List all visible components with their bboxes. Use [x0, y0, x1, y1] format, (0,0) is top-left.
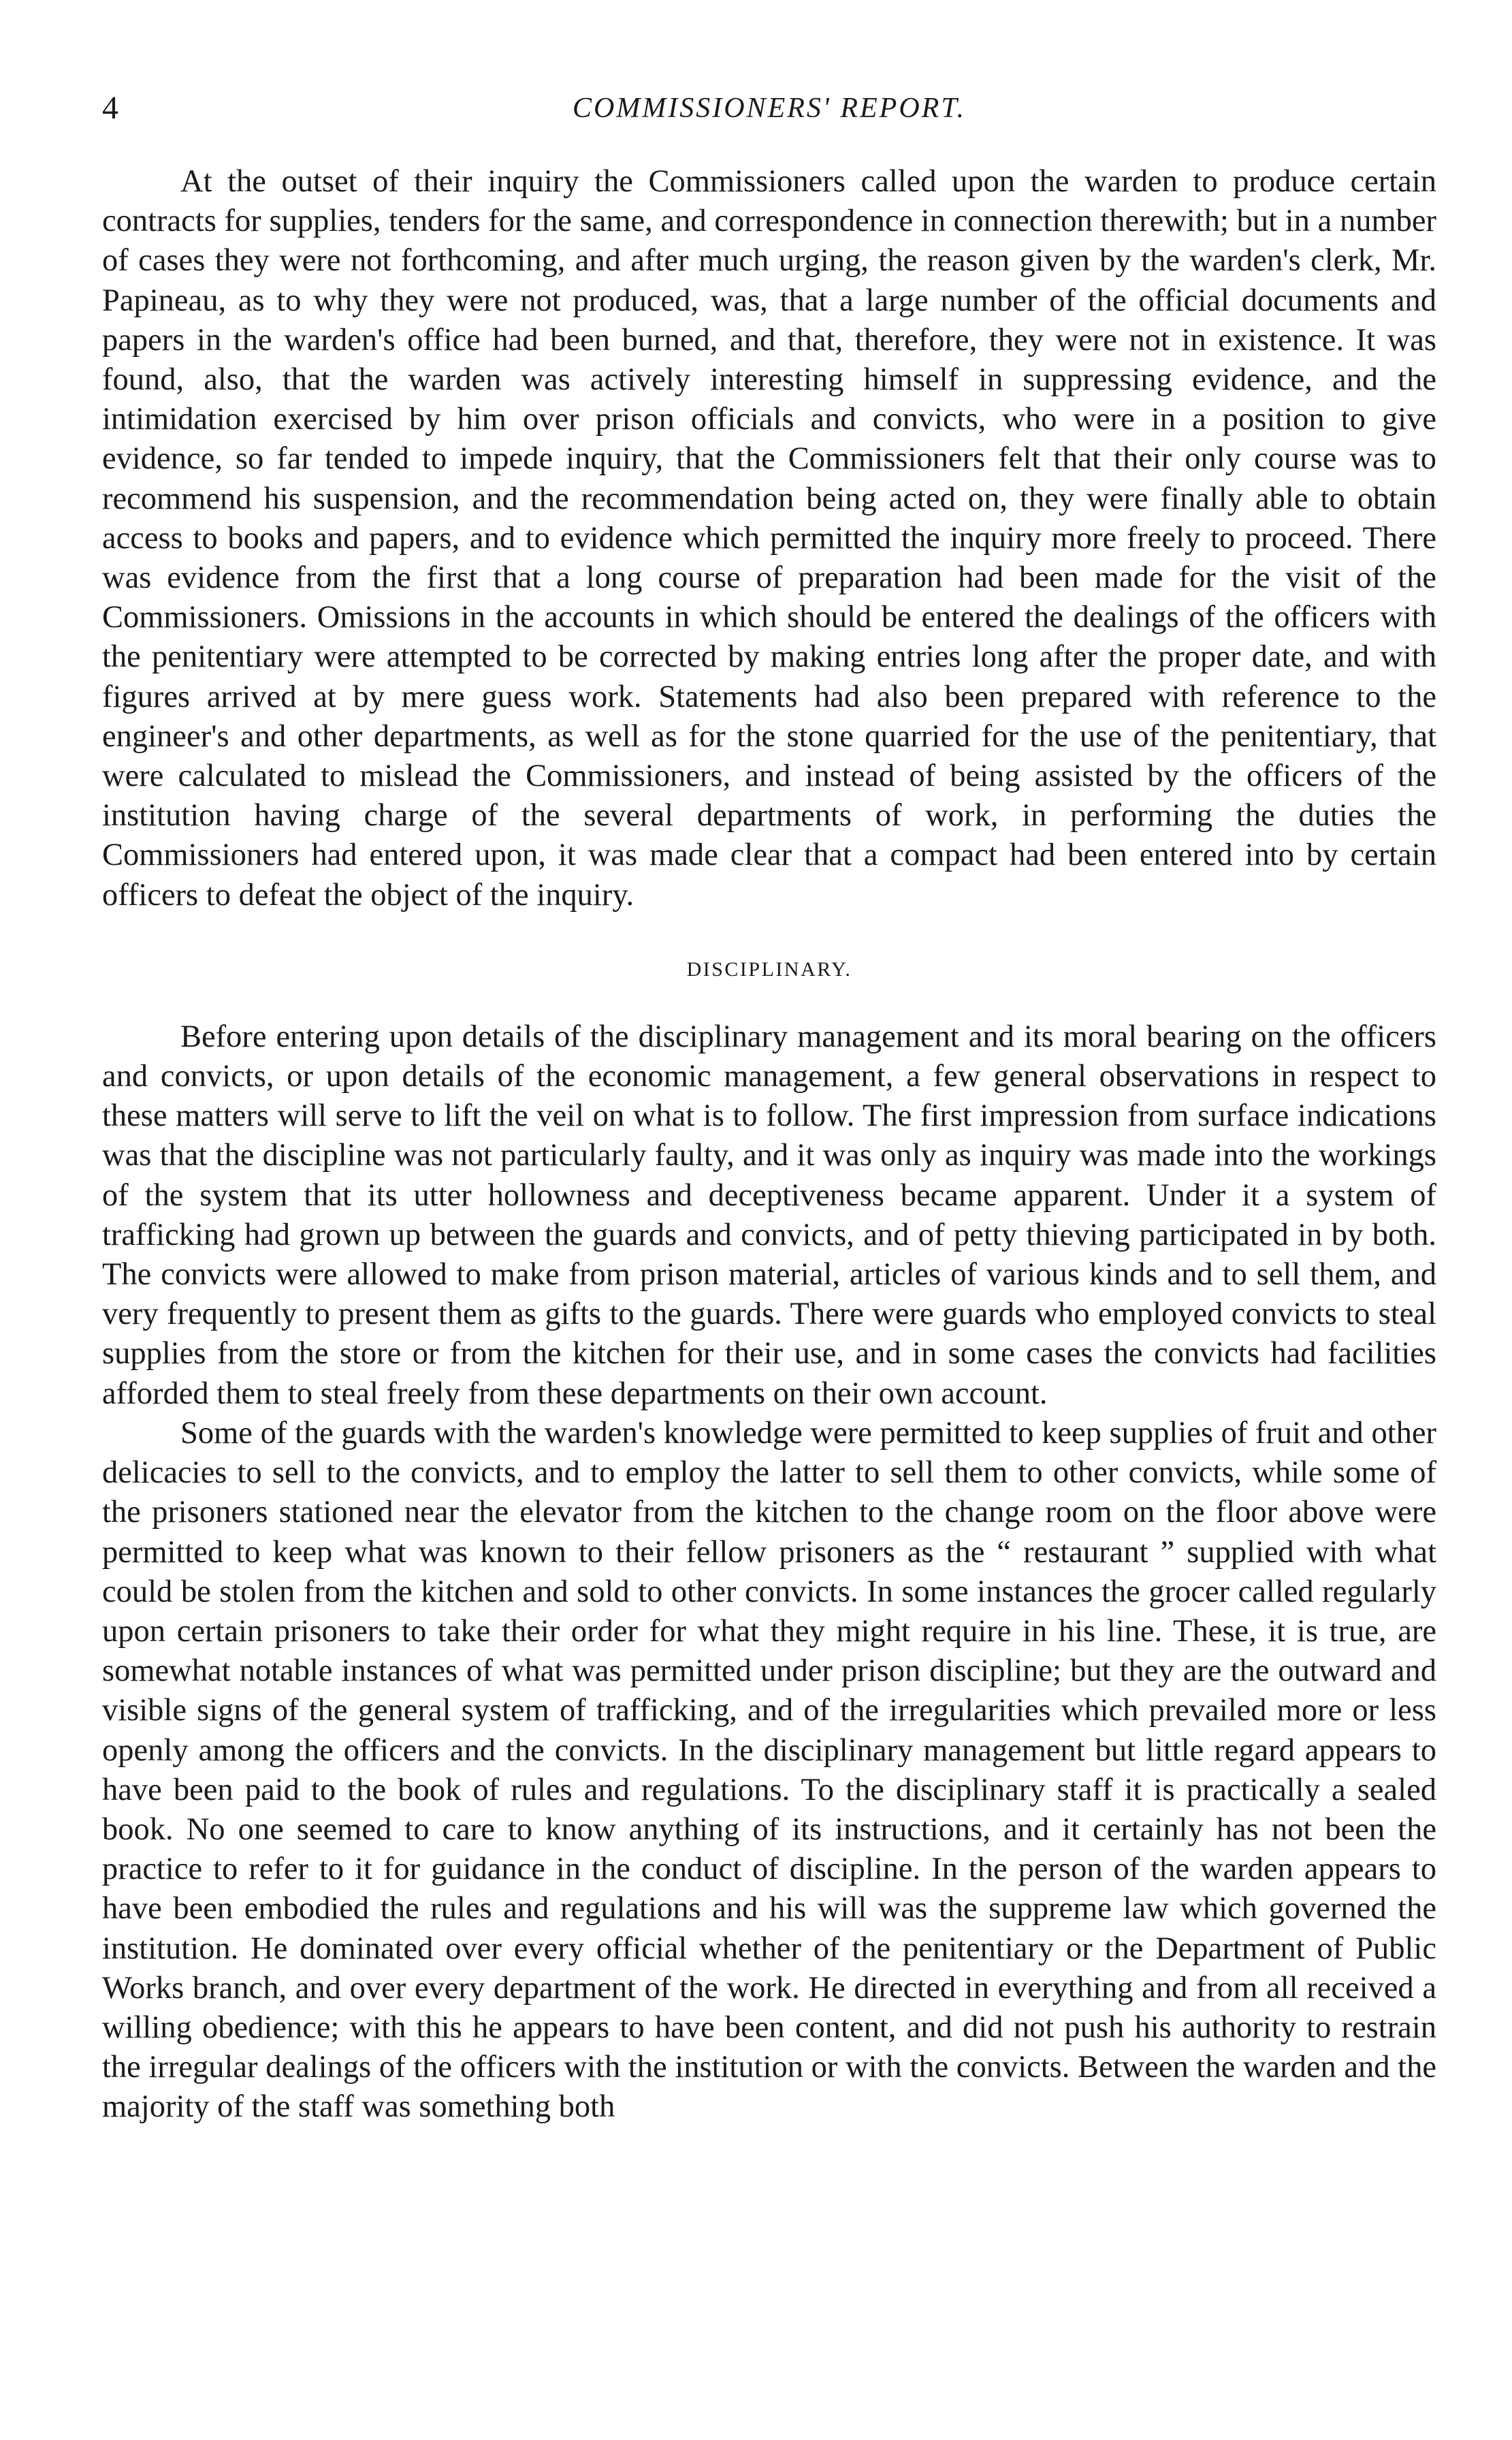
paragraph-guards-trafficking: Some of the guards with the warden's knowledge were permitted to keep supplies of fruit and other delicacies to sell to the convicts, and to employ the latter to sell them to other convicts, while some of the prisoners stationed near the elevator from the kitchen to the change room on the floor above were permitted to keep what was known to their fellow prisoners as the “ restaurant ” supplied with what could be stolen from the kitchen and sold to other convicts. In some instances the grocer called regularly upon certain prisoners to take their order for what they might require in his line. These, it is true, are somewhat notable instances of what was permitted under prison discipline; but they are the outward and visible signs of the general system of trafficking, and of the irregularities which prevailed more or less openly among the officers and the convicts. In the disciplinary management but little regard appears to have been paid to the book of rules and regulations. To the disciplinary staff it is practically a sealed book. No one seemed to care to know anything of its instructions, and it certainly has not been the practice to refer to it for guidance in the conduct of discipline. In the person of the warden appears to have been embodied the rules and regulations and his will was the suppreme law which governed the institution. He dominated over every official whether of the penitentiary or the Department of Public Works branch, and over every department of the work. He directed in everything and from all received a willing obedience; with this he appears to have been content, and did not push his authority to restrain the irregular dealings of the officers with the institution or with the convicts. Between the warden and the majority of the staff was something both — [102, 1415, 1436, 2125]
document-page — [102, 89, 1436, 2127]
page-number: 4 — [102, 90, 118, 126]
section-heading: DISCIPLINARY. — [686, 957, 852, 981]
running-head: COMMISSIONERS' REPORT. — [572, 93, 967, 124]
paragraph-inquiry-obstruction: At the outset of their inquiry the Commissioners called upon the warden to produce certain contracts for supplies, tenders for the same, and correspondence in connection therewith; but in a number of cases they were not forthcoming, and after much urging, the reason given by the warden's clerk, Mr. Papineau, as to why they were not produced, was, that a large number of the official documents and papers in the warden's office had been burned, and that, therefore, they were not in existence. It was found, also, that the warden was actively interesting himself in suppressing evidence, and the intimidation exercised by him over prison officials and convicts, who were in a position to give evidence, so far tended to impede inquiry, that the Commissioners felt that their only course was to recommend his suspension, and the recommendation being acted on, they were finally able to obtain access to books and papers, and to evidence which permitted the inquiry more freely to proceed. There was evidence from the first that a long course of preparation had been made for the visit of the Commissioners. Omissions in the accounts in which should be entered the dealings of the officers with the penitentiary were attempted to be corrected by making entries long after the proper date, and with figures arrived at by mere guess work. Statements had also been prepared with reference to the engineer's and other departments, as well as for the stone quarried for the use of the penitentiary, that were calculated to mislead the Commissioners, and instead of being assisted by the officers of the institution having charge of the several departments of work, in performing the duties the Commissioners had entered upon, it was made clear that a compact had been entered into by certain officers to defeat the object of the inquiry. — [102, 164, 1436, 913]
page-header — [102, 89, 1436, 128]
paragraph-disciplinary-overview: Before entering upon details of the disciplinary management and its moral bearing on the officers and convicts, or upon details of the economic management, a few general observations in respect to these matters will serve to lift the veil on what is to follow. The first impression from surface indications was that the discipline was not particularly faulty, and it was only as inquiry was made into the workings of the system that its utter hollowness and deceptiveness became apparent. Under it a system of trafficking had grown up between the guards and convicts, and of petty thieving participated in by both. The convicts were allowed to make from prison material, articles of various kinds and to sell them, and very frequently to present them as gifts to the guards. There were guards who employed convicts to steal supplies from the store or from the kitchen for their use, and in some cases the convicts had facilities afforded them to steal freely from these departments on their own account. — [102, 1019, 1436, 1411]
